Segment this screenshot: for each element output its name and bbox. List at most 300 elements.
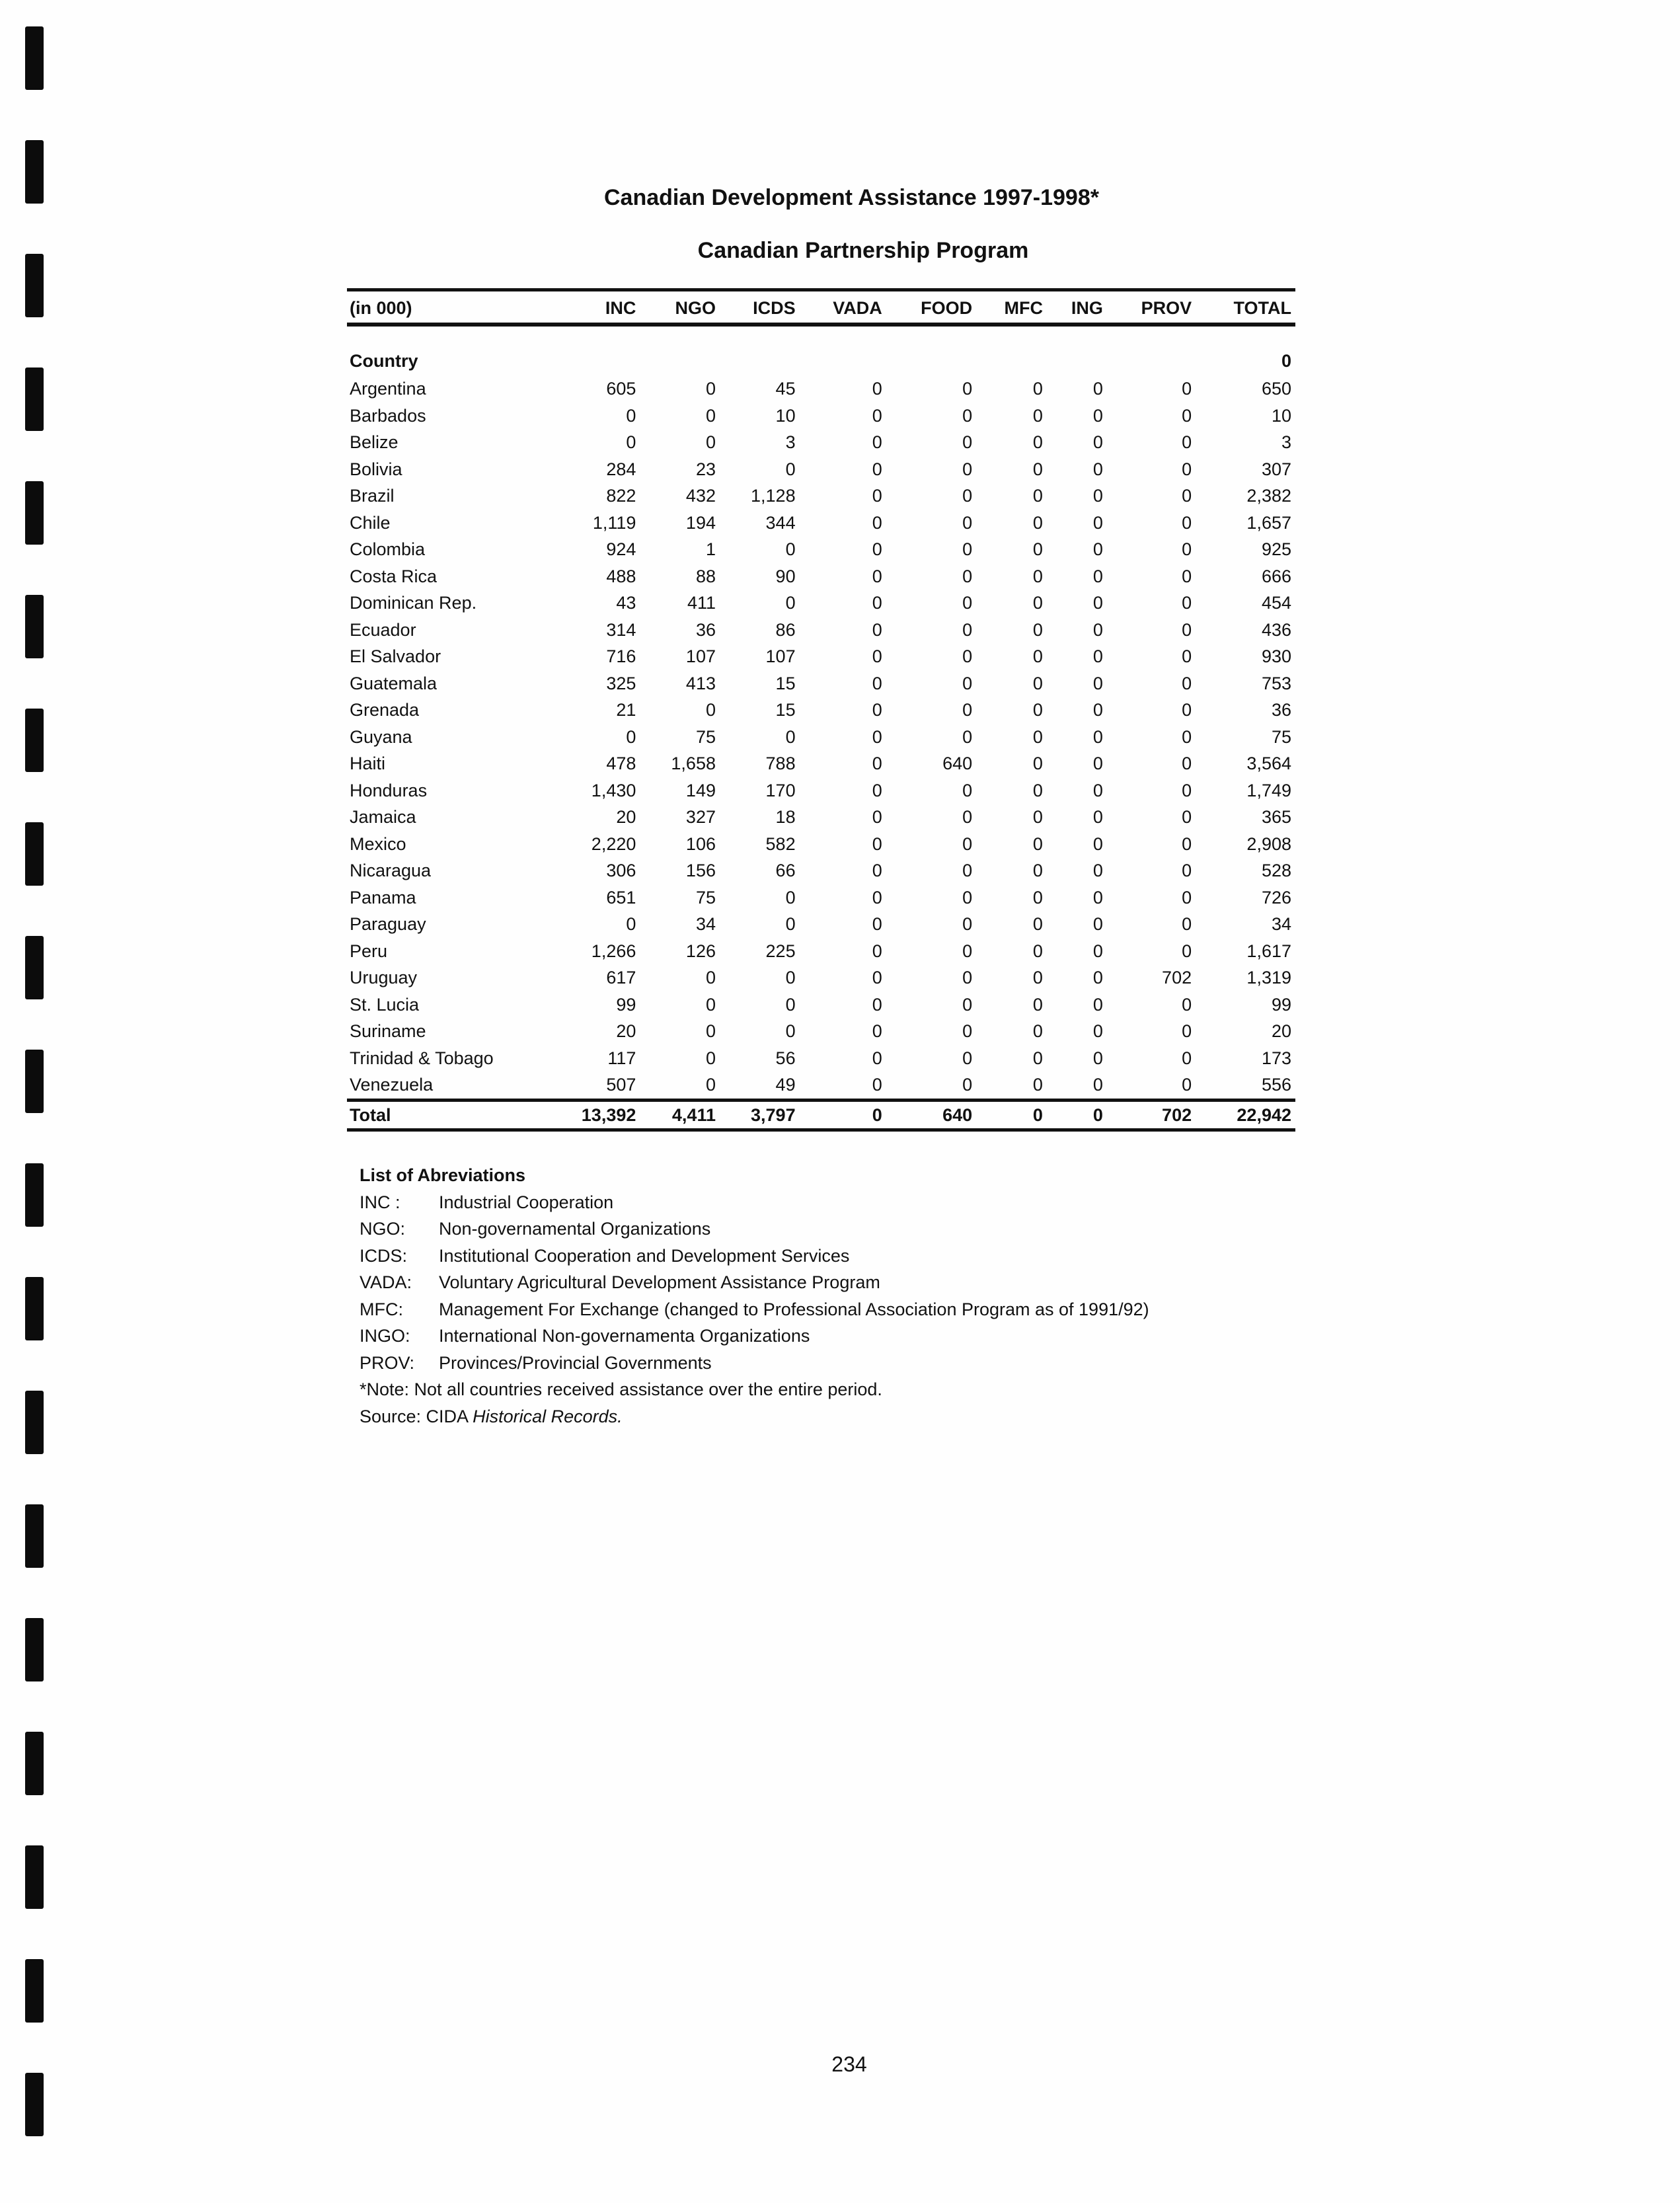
value-cell: 0 [785,1021,796,1041]
country-name-cell: Bolivia [350,459,402,479]
value-cell: 3 [1281,432,1291,452]
column-header: ICDS [720,290,800,325]
value-cell: 0 [1182,780,1192,800]
value-cell: 0 [962,379,973,399]
binding-hole [25,1050,44,1113]
value-cell: 0 [1182,539,1192,559]
binding-hole [25,1277,44,1340]
table-row [347,857,1295,884]
table-row [347,777,1295,804]
column-header: TOTAL [1196,290,1295,325]
assistance-table [347,288,1295,1132]
table-row [347,724,1295,751]
table-row [347,403,1295,430]
value-cell: 75 [695,726,716,747]
value-cell: 0 [1032,1075,1043,1095]
binding-hole [25,1732,44,1795]
page-number: 234 [831,2052,867,2076]
country-name-cell: Trinidad & Tobago [350,1048,494,1068]
value-cell: 36 [1271,700,1291,720]
binding-hole [25,1391,44,1454]
value-cell: 45 [775,379,796,399]
value-cell: 0 [962,432,973,452]
binding-hole [25,26,44,90]
abbreviation-item [360,1189,1149,1216]
value-cell: 0 [1092,780,1103,800]
abbreviation-key: PROV: [360,1352,415,1373]
binding-hole [25,709,44,772]
country-name-cell: Jamaica [350,807,416,827]
value-cell: 23 [695,459,716,479]
value-cell: 43 [616,593,636,613]
value-cell: 651 [606,887,636,908]
value-cell: 0 [1092,432,1103,452]
value-cell: 0 [1182,405,1192,426]
value-cell: 314 [606,619,636,640]
value-cell: 0 [1182,566,1192,586]
value-cell: 0 [1092,1048,1103,1068]
value-cell: 75 [1271,726,1291,747]
table-row [347,884,1295,911]
country-name-cell: Brazil [350,486,395,506]
value-cell: 716 [606,646,636,666]
value-cell: 0 [962,405,973,426]
value-cell: 650 [1261,379,1291,399]
value-cell: 0 [872,861,882,880]
value-cell: 90 [775,566,796,586]
value-cell: 0 [1092,459,1103,479]
value-cell: 0 [1032,1048,1043,1068]
total-value-cell: 0 [976,1100,1047,1130]
value-cell: 666 [1261,566,1291,586]
value-cell: 49 [775,1075,796,1095]
total-label-cell: Total [347,1100,545,1130]
value-cell: 0 [872,1021,882,1041]
table-row [347,483,1295,510]
value-cell: 1,749 [1246,780,1291,800]
value-cell: 0 [1182,833,1192,854]
value-cell: 107 [765,646,796,666]
value-cell: 1,319 [1246,968,1291,987]
source-prefix: Source: CIDA [360,1406,473,1426]
table-row [347,831,1295,858]
value-cell: 0 [1032,379,1043,399]
value-cell: 0 [785,887,796,908]
value-cell: 3 [785,432,796,452]
value-cell: 194 [685,512,716,533]
value-cell: 0 [1182,994,1192,1015]
value-cell: 0 [1092,807,1103,827]
value-cell: 0 [872,566,882,586]
value-cell: 0 [1092,619,1103,640]
binding-hole [25,822,44,886]
value-cell: 0 [785,914,796,934]
value-cell: 0 [962,726,973,747]
value-cell: 0 [962,646,973,666]
value-cell: 0 [1032,673,1043,693]
abbreviation-item [360,1269,1149,1296]
value-cell: 1,128 [751,486,796,506]
value-cell: 0 [1092,1075,1103,1095]
value-cell: 0 [785,994,796,1015]
value-cell: 0 [1092,566,1103,586]
value-cell: 0 [705,1075,716,1095]
value-cell: 0 [1092,968,1103,987]
total-value-cell: 0 [1047,1100,1107,1130]
table-row [347,1045,1295,1072]
value-cell: 413 [685,673,716,693]
value-cell: 344 [765,512,796,533]
value-cell: 1,657 [1246,512,1291,533]
value-cell: 156 [685,861,716,880]
value-cell: 0 [1182,486,1192,506]
binding-hole [25,1845,44,1909]
value-cell: 0 [962,887,973,908]
table-row [347,590,1295,617]
value-cell: 582 [765,833,796,854]
value-cell: 106 [685,833,716,854]
abbreviation-value: Institutional Cooperation and Development Services [439,1245,850,1266]
binding-hole [25,1163,44,1227]
column-header: (in 000) [347,290,545,325]
value-cell: 2,382 [1246,486,1291,506]
value-cell: 0 [872,379,882,399]
total-value-cell: 4,411 [640,1100,720,1130]
abbreviation-item [360,1296,1149,1323]
country-name-cell: Haiti [350,754,386,773]
value-cell: 0 [626,914,636,934]
value-cell: 0 [1182,646,1192,666]
binding-hole [25,2073,44,2136]
value-cell: 88 [695,566,716,586]
value-cell: 20 [616,1021,636,1041]
value-cell: 0 [962,968,973,987]
value-cell: 1 [705,539,716,559]
value-cell: 0 [1032,887,1043,908]
table-row [347,1018,1295,1045]
value-cell: 0 [785,968,796,987]
assistance-table-container [347,288,1295,1132]
value-cell: 2,220 [591,833,636,854]
value-cell: 1,430 [591,780,636,800]
value-cell: 0 [1032,780,1043,800]
value-cell: 0 [785,539,796,559]
value-cell: 0 [962,566,973,586]
column-header: ING [1047,290,1107,325]
column-header: NGO [640,290,720,325]
country-total-value: 0 [1281,350,1291,371]
value-cell: 0 [962,593,973,613]
value-cell: 753 [1261,673,1291,693]
value-cell: 0 [785,593,796,613]
country-name-cell: Suriname [350,1021,426,1041]
value-cell: 528 [1261,861,1291,880]
binding-hole [25,1618,44,1681]
table-row [347,510,1295,537]
value-cell: 0 [962,1048,973,1068]
total-value-cell: 0 [800,1100,886,1130]
value-cell: 0 [1182,754,1192,773]
country-name-cell: Guyana [350,726,412,747]
value-cell: 0 [962,1021,973,1041]
abbreviations-list [360,1162,1149,1430]
value-cell: 0 [962,459,973,479]
abbreviation-value: Voluntary Agricultural Development Assistance Program [439,1272,880,1292]
value-cell: 0 [1182,619,1192,640]
value-cell: 0 [1092,405,1103,426]
value-cell: 0 [1032,833,1043,854]
total-row [347,1100,1295,1130]
value-cell: 2,908 [1246,833,1291,854]
value-cell: 170 [765,780,796,800]
value-cell: 0 [1032,914,1043,934]
table-row [347,964,1295,991]
value-cell: 0 [1182,379,1192,399]
value-cell: 0 [962,539,973,559]
value-cell: 0 [1092,539,1103,559]
value-cell: 0 [1182,1021,1192,1041]
value-cell: 0 [705,379,716,399]
country-name-cell: Panama [350,887,416,908]
binding-hole [25,367,44,431]
value-cell: 0 [1182,914,1192,934]
total-value-cell: 3,797 [720,1100,800,1130]
value-cell: 0 [872,673,882,693]
value-cell: 605 [606,379,636,399]
value-cell: 0 [1032,459,1043,479]
value-cell: 0 [872,700,882,720]
country-name-cell: Nicaragua [350,861,432,880]
country-name-cell: Guatemala [350,673,438,693]
value-cell: 0 [1182,861,1192,880]
value-cell: 930 [1261,646,1291,666]
page-title: Canadian Development Assistance 1997-1998* [604,185,1099,210]
value-cell: 307 [1261,459,1291,479]
value-cell: 0 [872,1048,882,1068]
value-cell: 0 [1032,1021,1043,1041]
value-cell: 0 [962,994,973,1015]
value-cell: 0 [962,486,973,506]
value-cell: 0 [872,1075,882,1095]
value-cell: 0 [872,807,882,827]
abbreviation-item [360,1323,1149,1350]
country-name-cell: Barbados [350,405,426,426]
country-label: Country [350,350,418,371]
value-cell: 0 [872,486,882,506]
value-cell: 432 [685,486,716,506]
country-name-cell: Honduras [350,780,428,800]
value-cell: 20 [616,807,636,827]
value-cell: 0 [1032,539,1043,559]
value-cell: 0 [962,619,973,640]
binding-hole [25,1504,44,1568]
abbreviation-value: Management For Exchange (changed to Professional Association Program as of 1991/92) [439,1299,1149,1319]
value-cell: 0 [1032,432,1043,452]
value-cell: 0 [705,1048,716,1068]
value-cell: 0 [1182,459,1192,479]
table-row [347,563,1295,590]
value-cell: 0 [1092,914,1103,934]
value-cell: 0 [1092,593,1103,613]
country-name-cell: Belize [350,432,399,452]
table-row [347,1071,1295,1100]
value-cell: 0 [1092,861,1103,880]
value-cell: 0 [962,807,973,827]
value-cell: 0 [1182,593,1192,613]
value-cell: 411 [687,593,716,613]
value-cell: 0 [705,432,716,452]
value-cell: 0 [1092,833,1103,854]
value-cell: 0 [705,700,716,720]
value-cell: 99 [616,994,636,1015]
value-cell: 3,564 [1246,754,1291,773]
value-cell: 0 [1032,646,1043,666]
total-value-cell: 702 [1107,1100,1196,1130]
value-cell: 0 [1092,646,1103,666]
value-cell: 86 [775,619,796,640]
value-cell: 0 [1182,807,1192,827]
abbreviation-item [360,1350,1149,1377]
source-line [360,1403,1149,1430]
value-cell: 488 [606,566,636,586]
value-cell: 0 [1092,754,1103,773]
value-cell: 478 [606,754,636,773]
value-cell: 0 [872,512,882,533]
country-name-cell: Chile [350,512,391,533]
country-name-cell: Mexico [350,833,406,854]
value-cell: 0 [1032,619,1043,640]
value-cell: 225 [765,941,796,961]
value-cell: 556 [1261,1075,1291,1095]
value-cell: 0 [1032,726,1043,747]
page-subtitle: Canadian Partnership Program [697,238,1029,263]
value-cell: 0 [1092,700,1103,720]
value-cell: 925 [1261,539,1291,559]
country-name-cell: Colombia [350,539,426,559]
value-cell: 0 [705,968,716,987]
value-cell: 0 [872,726,882,747]
value-cell: 0 [1182,673,1192,693]
abbreviation-value: International Non-governamenta Organizations [439,1326,810,1346]
value-cell: 0 [872,405,882,426]
abbreviation-key: INGO: [360,1326,410,1346]
abbreviations-heading: List of Abreviations [360,1165,526,1185]
value-cell: 0 [962,941,973,961]
country-name-cell: Ecuador [350,619,416,640]
value-cell: 0 [1182,887,1192,908]
value-cell: 0 [1032,807,1043,827]
value-cell: 0 [626,405,636,426]
value-cell: 0 [1032,486,1043,506]
value-cell: 34 [695,914,716,934]
value-cell: 0 [785,459,796,479]
value-cell: 0 [1092,941,1103,961]
value-cell: 0 [785,726,796,747]
table-row [347,911,1295,938]
value-cell: 0 [872,754,882,773]
value-cell: 0 [962,861,973,880]
abbreviation-key: ICDS: [360,1245,408,1266]
value-cell: 0 [872,593,882,613]
value-cell: 0 [1092,673,1103,693]
value-cell: 454 [1261,593,1291,613]
column-header: INC [545,290,640,325]
value-cell: 0 [872,914,882,934]
value-cell: 0 [1032,861,1043,880]
abbreviation-value: Non-governamental Organizations [439,1219,711,1239]
value-cell: 0 [1182,432,1192,452]
country-name-cell: Costa Rica [350,566,438,586]
country-name-cell: El Salvador [350,646,441,666]
column-header: PROV [1107,290,1196,325]
table-row [347,375,1295,403]
total-value-cell: 640 [886,1100,976,1130]
value-cell: 1,658 [671,754,716,773]
table-header-row [347,290,1295,325]
value-cell: 99 [1271,994,1291,1015]
value-cell: 0 [872,539,882,559]
total-value-cell: 13,392 [545,1100,640,1130]
value-cell: 0 [872,941,882,961]
table-row [347,750,1295,777]
abbreviation-item [360,1216,1149,1243]
value-cell: 0 [1032,941,1043,961]
value-cell: 0 [1182,1048,1192,1068]
abbreviation-key: MFC: [360,1299,403,1319]
total-value-cell: 22,942 [1196,1100,1295,1130]
value-cell: 0 [1032,994,1043,1015]
value-cell: 0 [626,432,636,452]
country-header-row [347,346,1295,375]
value-cell: 75 [695,887,716,908]
value-cell: 617 [606,968,636,987]
value-cell: 640 [942,754,973,773]
value-cell: 66 [775,861,796,880]
value-cell: 306 [606,861,636,880]
value-cell: 0 [872,968,882,987]
value-cell: 18 [775,807,796,827]
value-cell: 0 [1092,379,1103,399]
value-cell: 1,617 [1246,941,1291,961]
abbreviation-value: Industrial Cooperation [439,1192,614,1212]
value-cell: 0 [962,1075,973,1095]
value-cell: 365 [1261,807,1291,827]
column-header: FOOD [886,290,976,325]
table-row [347,456,1295,483]
value-cell: 0 [1092,726,1103,747]
country-name-cell: Paraguay [350,914,426,934]
value-cell: 56 [775,1048,796,1068]
value-cell: 36 [695,619,716,640]
abbreviation-key: NGO: [360,1219,406,1239]
value-cell: 0 [962,673,973,693]
value-cell: 436 [1261,619,1291,640]
country-name-cell: Peru [350,941,388,961]
value-cell: 0 [1032,405,1043,426]
value-cell: 1,119 [592,512,636,533]
value-cell: 0 [872,459,882,479]
country-name-cell: Grenada [350,700,420,720]
country-name-cell: Venezuela [350,1075,434,1095]
binding-hole [25,481,44,545]
value-cell: 0 [962,512,973,533]
table-row [347,804,1295,831]
value-cell: 284 [606,459,636,479]
value-cell: 0 [872,994,882,1015]
value-cell: 0 [1092,512,1103,533]
value-cell: 0 [872,780,882,800]
value-cell: 702 [1162,968,1192,987]
